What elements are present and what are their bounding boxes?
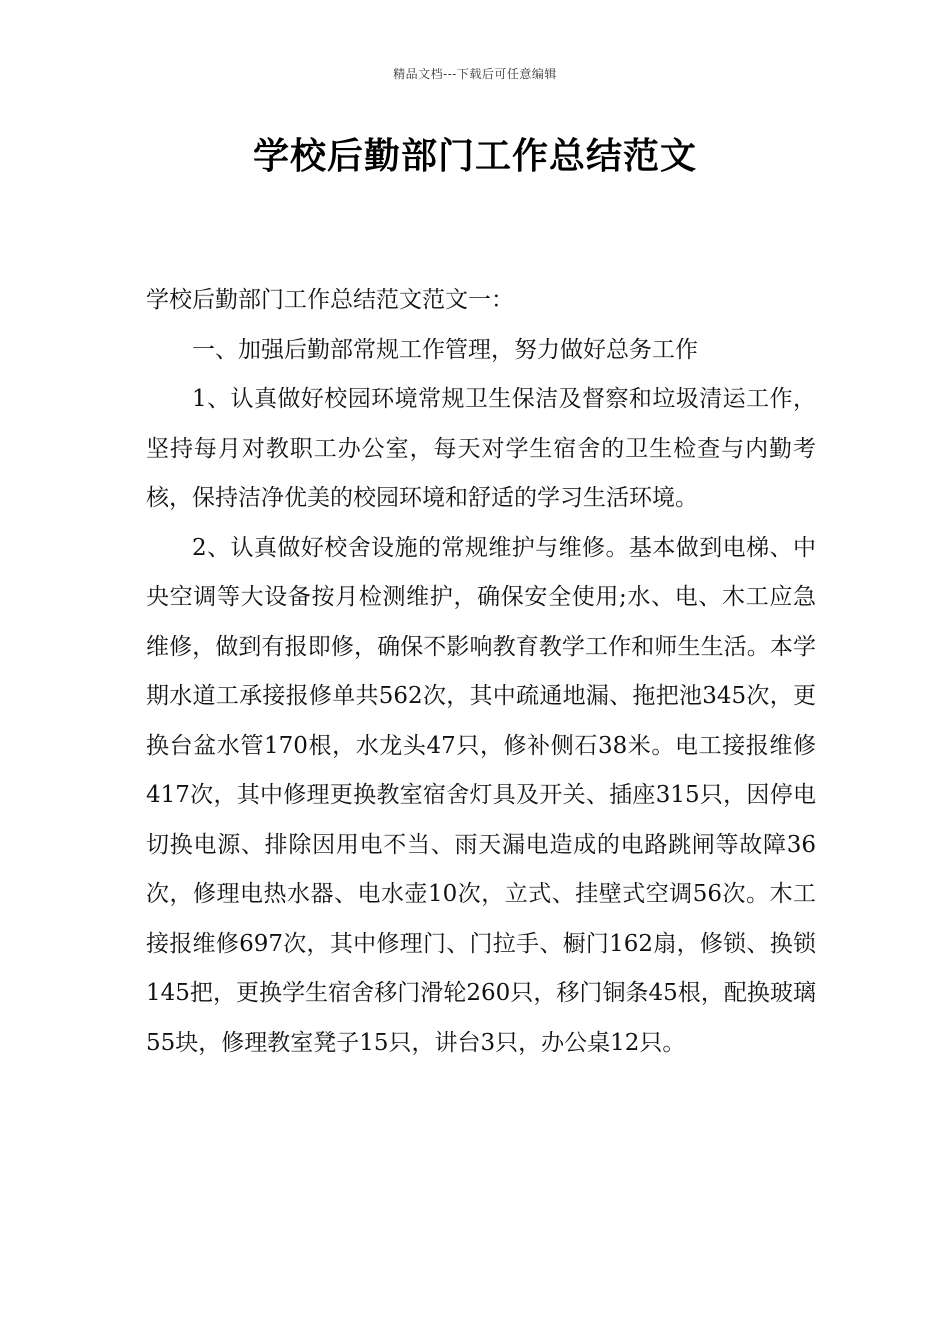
- document-header-note: 精品文档---下载后可任意编辑: [393, 67, 557, 81]
- document-body: [146, 276, 816, 1068]
- paragraph-item-1: 一、加强后勤部常规工作管理，努力做好总务工作: [192, 336, 698, 363]
- section-heading: 学校后勤部门工作总结范文范文一：: [146, 287, 514, 313]
- document-title: 学校后勤部门工作总结范文: [252, 136, 697, 177]
- paragraph-item-3: 2、认真做好校舍设施的常规维护与维修。基本做到电梯、中央空调等大设备按月检测维护，确保安全使用;水、电、木工应急维修，做到有报即修，确保不影响教育教学工作和师生生活。本学期水道工承接报修单共562次，其中疏通地漏、拖把池345次，更换台盆水管170根，水龙头47只，修补侧石38米。电工接报维修417次，其中修理更换教室宿舍灯具及开关、插座315只，因停电切换电源、排除因用电不当、雨天漏电造成的电路跳闸等故障36次，修理电热水器、电水壶10次，立式、挂壁式空调56次。木工接报维修697次，其中修理门、门拉手、橱门162扇，修锁、换锁145把，更换学生宿舍移门滑轮260只，移门铜条45根，配换玻璃55块，修理教室凳子15只，讲台3只，办公桌12只。: [146, 534, 816, 1056]
- paragraph-item-2: 1、认真做好校园环境常规卫生保洁及督察和垃圾清运工作，坚持每月对教职工办公室，每天对学生宿舍的卫生检查与内勤考核，保持洁净优美的校园环境和舒适的学习生活环境。: [146, 386, 816, 511]
